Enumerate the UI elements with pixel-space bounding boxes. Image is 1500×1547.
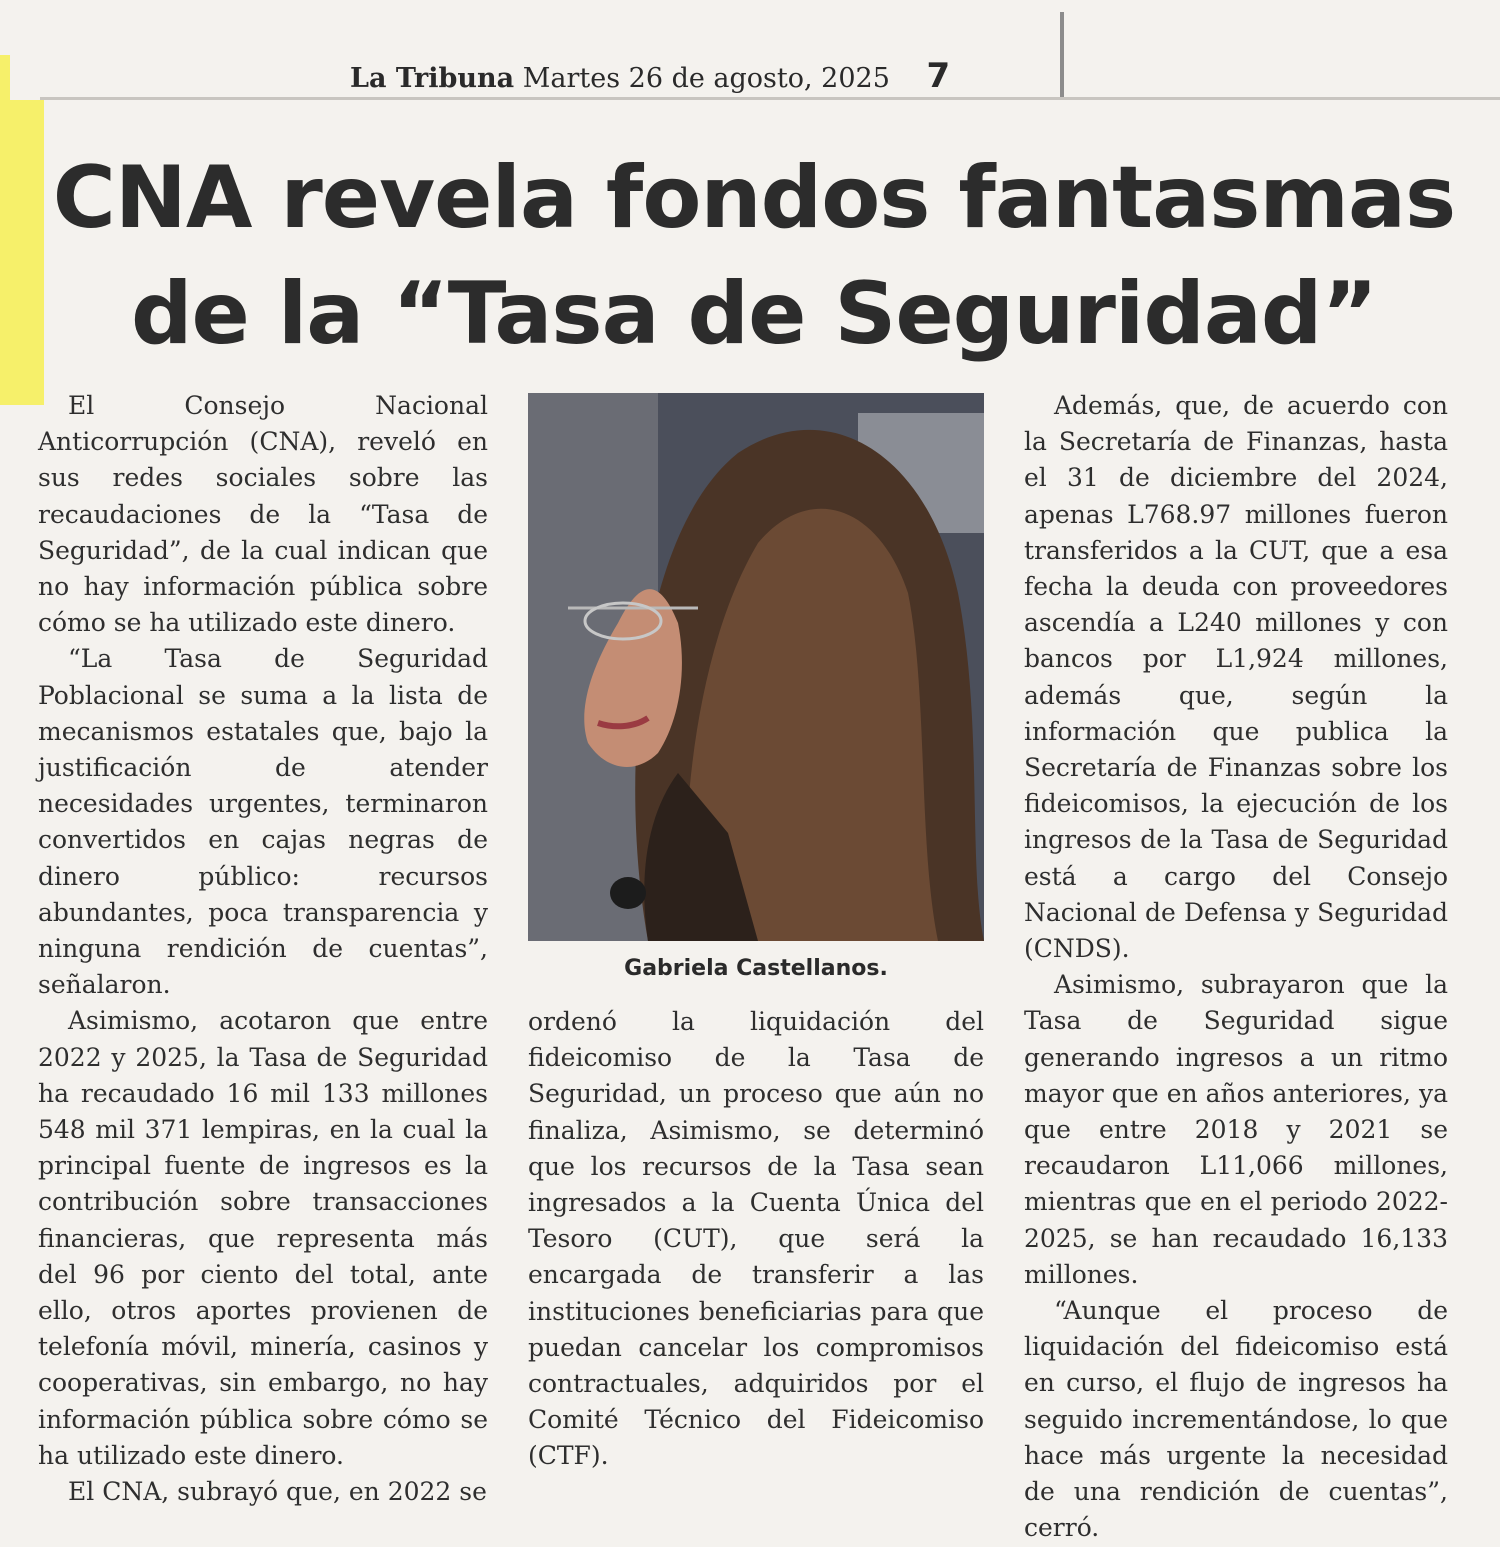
paragraph: “Aunque el proceso de liquidación del fideicomiso está en curso, el flujo de ingresos ha seguido incrementándose, lo que hace más urgente la necesidad de una rendición de cuentas”, cerró.: [1024, 1296, 1448, 1543]
article-column-1: [38, 388, 488, 1510]
paragraph: Asimismo, subrayaron que la Tasa de Seguridad sigue generando ingresos a un ritmo mayor que en años anteriores, ya que entre 2018 y 2021 se recaudaron L11,066 millones, mientras que en el periodo 2022-2025, se han recaudado 16,133 millones.: [1024, 970, 1448, 1289]
page-header: [350, 56, 950, 96]
issue-date: Martes 26 de agosto, 2025: [522, 63, 890, 94]
paragraph: ordenó la liquidación del fideicomiso de la Tasa de Seguridad, un proceso que aún no finaliza, Asimismo, se determinó que los recursos de la Tasa sean ingresados a la Cuenta Única del Tesoro (CUT), que será la encargada de transferir a las instituciones beneficiarias para que puedan cancelar los compromisos contractuales, adquiridos por el Comité Técnico del Fideicomiso (CTF).: [528, 1007, 984, 1471]
headline-line-1: CNA revela fondos fantasmas: [52, 148, 1456, 248]
paragraph: El Consejo Nacional Anticorrupción (CNA), reveló en sus redes sociales sobre las recaudaciones de la “Tasa de Seguridad”, de la cual indican que no hay información pública sobre cómo se ha utilizado este dinero.: [38, 391, 488, 638]
article-column-3: [1024, 388, 1448, 1547]
page-number: 7: [926, 56, 951, 96]
paragraph: El CNA, subrayó que, en 2022 se: [68, 1477, 487, 1507]
photo-caption: Gabriela Castellanos.: [624, 956, 888, 981]
header-rule: [40, 97, 1500, 100]
headline-line-2: de la “Tasa de Seguridad”: [130, 264, 1378, 364]
portrait-photo: [528, 393, 984, 941]
newspaper-name: La Tribuna: [350, 63, 515, 94]
paragraph: “La Tasa de Seguridad Poblacional se suma a la lista de mecanismos estatales que, bajo la justificación de atender necesidades urgentes, terminaron convertidos en cajas negras de dinero público: recursos abundantes, poca transparencia y ninguna rendición de cuentas”, señalaron.: [38, 644, 488, 1000]
headline: [44, 140, 1464, 372]
page-fold-line: [1060, 12, 1064, 97]
paragraph: Además, que, de acuerdo con la Secretaría de Finanzas, hasta el 31 de diciembre del 2024, apenas L768.97 millones fueron transferidos a la CUT, que a esa fecha la deuda con proveedores ascendía a L240 millones y con bancos por L1,924 millones, además que, según la información que publica la Secretaría de Finanzas sobre los fideicomisos, la ejecución de los ingresos de la Tasa de Seguridad está a cargo del Consejo Nacional de Defensa y Seguridad (CNDS).: [1024, 391, 1448, 964]
article-column-2: [528, 1004, 984, 1475]
paragraph: Asimismo, acotaron que entre 2022 y 2025, la Tasa de Seguridad ha recaudado 16 mil 133 millones 548 mil 371 lempiras, en la cual la principal fuente de ingresos es la contribución sobre transacciones financieras, que representa más del 96 por ciento del total, ante ello, otros aportes provienen de telefonía móvil, minería, casinos y cooperativas, sin embargo, no hay información pública sobre cómo se ha utilizado este dinero.: [38, 1006, 488, 1470]
highlighter-mark: [0, 100, 44, 405]
highlighter-mark-top: [0, 55, 10, 105]
portrait-illustration: [528, 393, 984, 941]
